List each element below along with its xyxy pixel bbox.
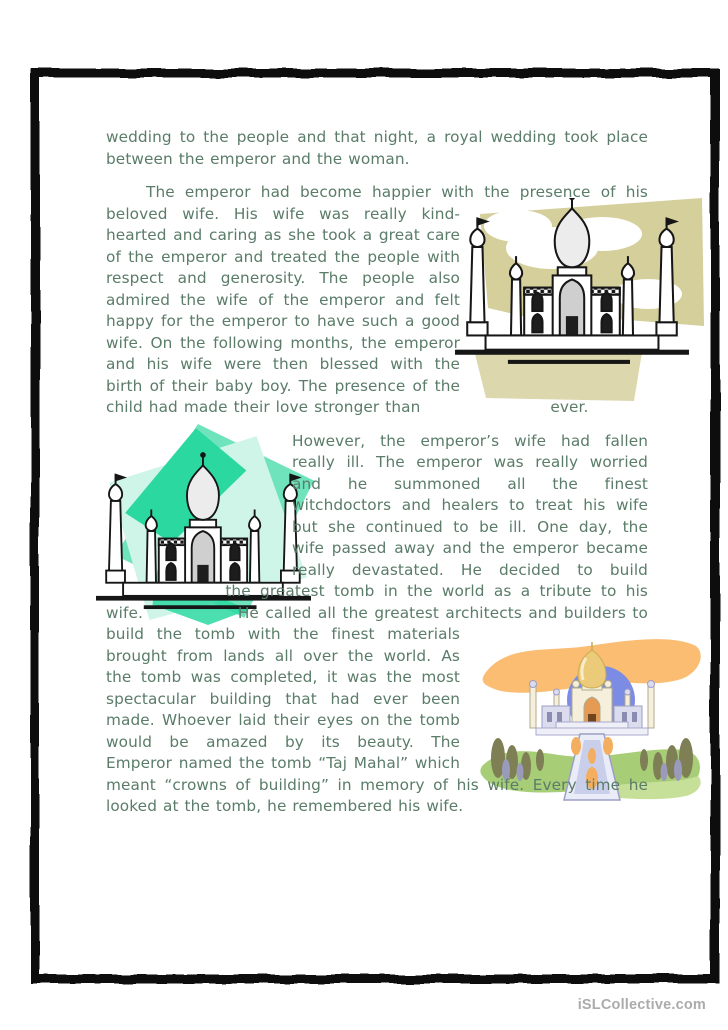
layout-gap <box>149 617 231 618</box>
story-text-segment: The emperor had become happier with the presence of his <box>146 183 648 201</box>
story-text-segment: He called all the greatest architects and <box>237 603 558 622</box>
clipart-wrap-spacer-1 <box>460 204 648 394</box>
story-text-segment: builders to build the tomb with the finest materials brought from lands all over the world. As the tomb was completed, it was the most spectacular building that had ever been made. Whoever laid their eyes on the tomb would be amazed by its beauty. The Emperor named the tomb “Taj Mahal” which meant “crowns of building” in memory of his wife. Every time he looked at the tomb, he remembered his wife. <box>106 603 648 815</box>
layout-gap <box>426 411 544 412</box>
story-text-segment: the greatest tomb in the world as a tribute to his wife. <box>106 582 648 622</box>
story-text-segment: wedding to the people and that night, a royal wedding took place between the emperor and the woman. <box>106 128 648 168</box>
clipart-wrap-spacer-3 <box>460 624 648 774</box>
story-text-segment: ever. <box>550 398 589 416</box>
story-text-segment: However, the emperor’s wife had fallen really ill. The emperor was really worried and he summoned all the finest witchdoctors and healers to treat his wife but she continued to be ill. One day, the wife passed away and the emperor became really devastated. He decided to build <box>292 431 648 579</box>
islcollective-watermark: iSLCollective.com <box>577 997 706 1013</box>
story-text <box>106 127 648 830</box>
clipart-wrap-spacer-2 <box>106 431 292 580</box>
layout-gap <box>106 595 216 596</box>
paragraph-royal-wedding <box>106 127 648 170</box>
paragraph-emperor-happiness <box>106 182 648 419</box>
paragraph-taj-mahal-tomb <box>106 431 648 818</box>
story-text-segment: beloved wife. His wife was really kind-hearted and caring as she took a great care of the emperor and treated the people with respect and generosity. The people also admired the wife of the emperor and felt happy for the emperor to have such a good wife. On the following months, the emperor and his wife were then blessed with the birth of their baby boy. The presence of the child had made their love stronger than <box>106 204 460 416</box>
